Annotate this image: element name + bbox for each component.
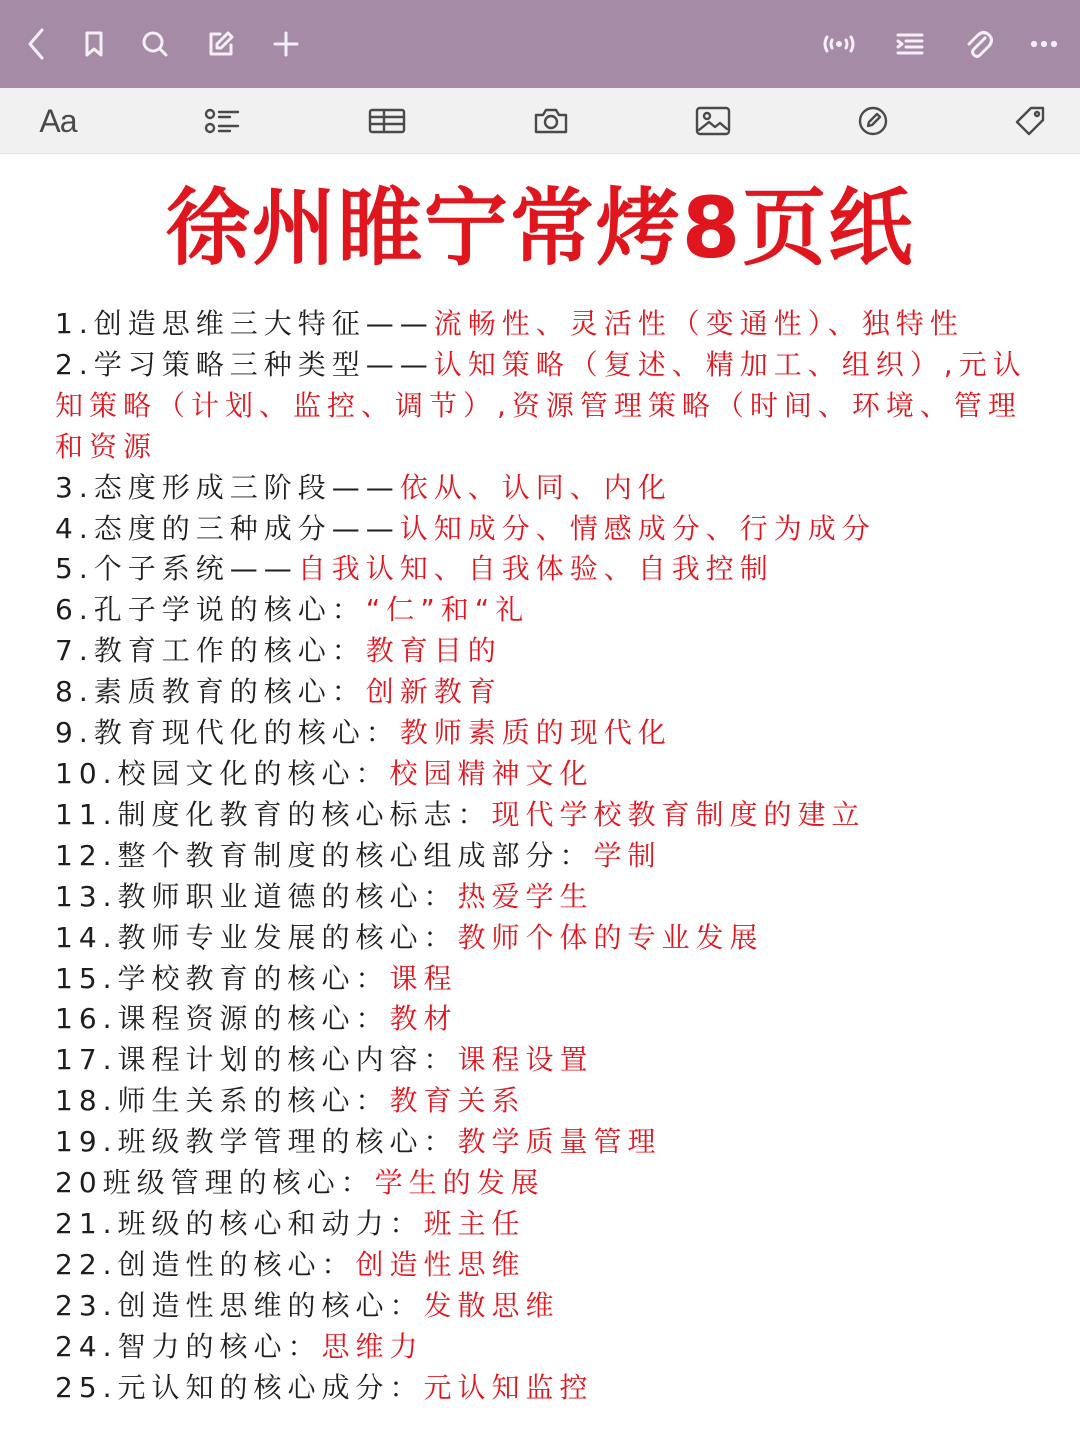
table-icon[interactable] bbox=[359, 97, 415, 145]
item-answer: 自我认知、自我体验、自我控制 bbox=[297, 552, 774, 586]
list-item bbox=[55, 1163, 1035, 1204]
item-answer: “仁”和“礼 bbox=[365, 593, 530, 627]
note-title: 徐州睢宁常烤8页纸 bbox=[165, 179, 915, 277]
item-answer: 流畅性、灵活性（变通性）、独特性 bbox=[433, 307, 964, 340]
bookmark-icon[interactable] bbox=[70, 20, 118, 68]
item-answer: 教育关系 bbox=[389, 1084, 526, 1118]
item-label: 19.班级教学管理的核心： bbox=[55, 1125, 458, 1159]
list-item bbox=[55, 877, 1035, 918]
list-item bbox=[55, 1122, 1035, 1163]
item-label: 8.素质教育的核心： bbox=[55, 675, 366, 709]
camera-icon[interactable] bbox=[523, 97, 579, 145]
item-answer: 校园精神文化 bbox=[389, 756, 594, 790]
list-item bbox=[55, 468, 1035, 509]
list-item bbox=[55, 1245, 1035, 1286]
item-answer: 学生的发展 bbox=[374, 1166, 545, 1200]
item-label: 17.课程计划的核心内容： bbox=[55, 1043, 458, 1077]
item-label: 7.教育工作的核心： bbox=[55, 634, 366, 668]
list-item bbox=[55, 999, 1035, 1040]
list-item bbox=[55, 549, 1035, 590]
item-answer: 认知成分、情感成分、行为成分 bbox=[399, 511, 876, 545]
text-format-label: Aa bbox=[39, 102, 77, 139]
list-item bbox=[55, 1081, 1035, 1122]
back-icon[interactable] bbox=[12, 20, 60, 68]
item-answer: 认知策略（复述、精加工、组织）,元认知策略（计划、监控、调节）,资源管理策略（时间、环境、管理和资源 bbox=[55, 347, 1027, 463]
item-label: 11.制度化教育的核心标志： bbox=[55, 797, 492, 831]
top-navigation-bar bbox=[0, 0, 1080, 88]
list-item bbox=[55, 1204, 1035, 1245]
item-answer: 创造性思维 bbox=[355, 1247, 526, 1281]
list-item bbox=[55, 509, 1035, 550]
item-label: 14.教师专业发展的核心： bbox=[55, 920, 458, 954]
list-item bbox=[55, 345, 1035, 468]
list-item bbox=[55, 918, 1035, 959]
item-answer: 教师素质的现代化 bbox=[399, 716, 672, 750]
list-item bbox=[55, 713, 1035, 754]
edit-icon[interactable] bbox=[197, 20, 245, 68]
item-answer: 现代学校教育制度的建立 bbox=[491, 797, 866, 831]
item-answer: 教学质量管理 bbox=[457, 1125, 662, 1159]
item-answer: 班主任 bbox=[423, 1206, 526, 1240]
search-icon[interactable] bbox=[131, 20, 179, 68]
item-label: 1.创造思维三大特征—— bbox=[55, 307, 434, 340]
item-label: 12.整个教育制度的核心组成部分： bbox=[55, 838, 594, 872]
format-toolbar bbox=[0, 88, 1080, 154]
item-label: 22.创造性的核心： bbox=[55, 1247, 356, 1281]
tag-icon[interactable] bbox=[1002, 97, 1058, 145]
item-label: 2.学习策略三种类型—— bbox=[55, 347, 434, 381]
list-item bbox=[55, 1286, 1035, 1327]
list-item bbox=[55, 959, 1035, 1000]
item-label: 13.教师职业道德的核心： bbox=[55, 879, 458, 913]
item-label: 23.创造性思维的核心： bbox=[55, 1288, 424, 1322]
item-answer: 热爱学生 bbox=[457, 879, 594, 913]
checklist-icon[interactable] bbox=[194, 97, 250, 145]
item-label: 21.班级的核心和动力： bbox=[55, 1206, 424, 1240]
item-label: 25.元认知的核心成分： bbox=[55, 1370, 424, 1404]
item-label: 16.课程资源的核心： bbox=[55, 1002, 390, 1036]
item-answer: 教育目的 bbox=[365, 634, 502, 668]
item-label: 5.个子系统—— bbox=[55, 552, 298, 586]
item-answer: 教师个体的专业发展 bbox=[457, 920, 764, 954]
item-label: 24.智力的核心： bbox=[55, 1329, 322, 1363]
item-answer: 创新教育 bbox=[365, 675, 502, 709]
item-label: 15.学校教育的核心： bbox=[55, 961, 390, 995]
note-body bbox=[55, 304, 1035, 1408]
list-item bbox=[55, 1040, 1035, 1081]
item-label: 3.态度形成三阶段—— bbox=[55, 470, 400, 504]
item-label: 9.教育现代化的核心： bbox=[55, 716, 400, 750]
item-answer: 课程 bbox=[389, 961, 458, 995]
item-answer: 发散思维 bbox=[423, 1288, 560, 1322]
item-label: 6.孔子学说的核心： bbox=[55, 593, 366, 627]
image-icon[interactable] bbox=[685, 97, 741, 145]
attachment-icon[interactable] bbox=[954, 20, 1002, 68]
list-item bbox=[55, 304, 1035, 345]
list-item bbox=[55, 631, 1035, 672]
read-aloud-icon[interactable] bbox=[815, 20, 863, 68]
item-answer: 元认知监控 bbox=[423, 1370, 594, 1404]
list-item bbox=[55, 795, 1035, 836]
draw-icon[interactable] bbox=[845, 97, 901, 145]
more-icon[interactable] bbox=[1020, 20, 1068, 68]
add-icon[interactable] bbox=[262, 20, 310, 68]
text-format-icon[interactable] bbox=[30, 97, 86, 145]
list-item bbox=[55, 754, 1035, 795]
outline-icon[interactable] bbox=[886, 20, 934, 68]
list-item bbox=[55, 590, 1035, 631]
item-answer: 依从、认同、内化 bbox=[399, 470, 672, 504]
item-answer: 思维力 bbox=[321, 1329, 424, 1363]
list-item bbox=[55, 836, 1035, 877]
item-label: 4.态度的三种成分—— bbox=[55, 511, 400, 545]
list-item bbox=[55, 1368, 1035, 1409]
item-label: 20班级管理的核心： bbox=[55, 1166, 375, 1200]
item-label: 10.校园文化的核心： bbox=[55, 756, 390, 790]
list-item bbox=[55, 1327, 1035, 1368]
item-answer: 学制 bbox=[593, 838, 662, 872]
item-answer: 教材 bbox=[389, 1002, 458, 1036]
item-answer: 课程设置 bbox=[457, 1043, 594, 1077]
item-label: 18.师生关系的核心： bbox=[55, 1084, 390, 1118]
list-item bbox=[55, 672, 1035, 713]
